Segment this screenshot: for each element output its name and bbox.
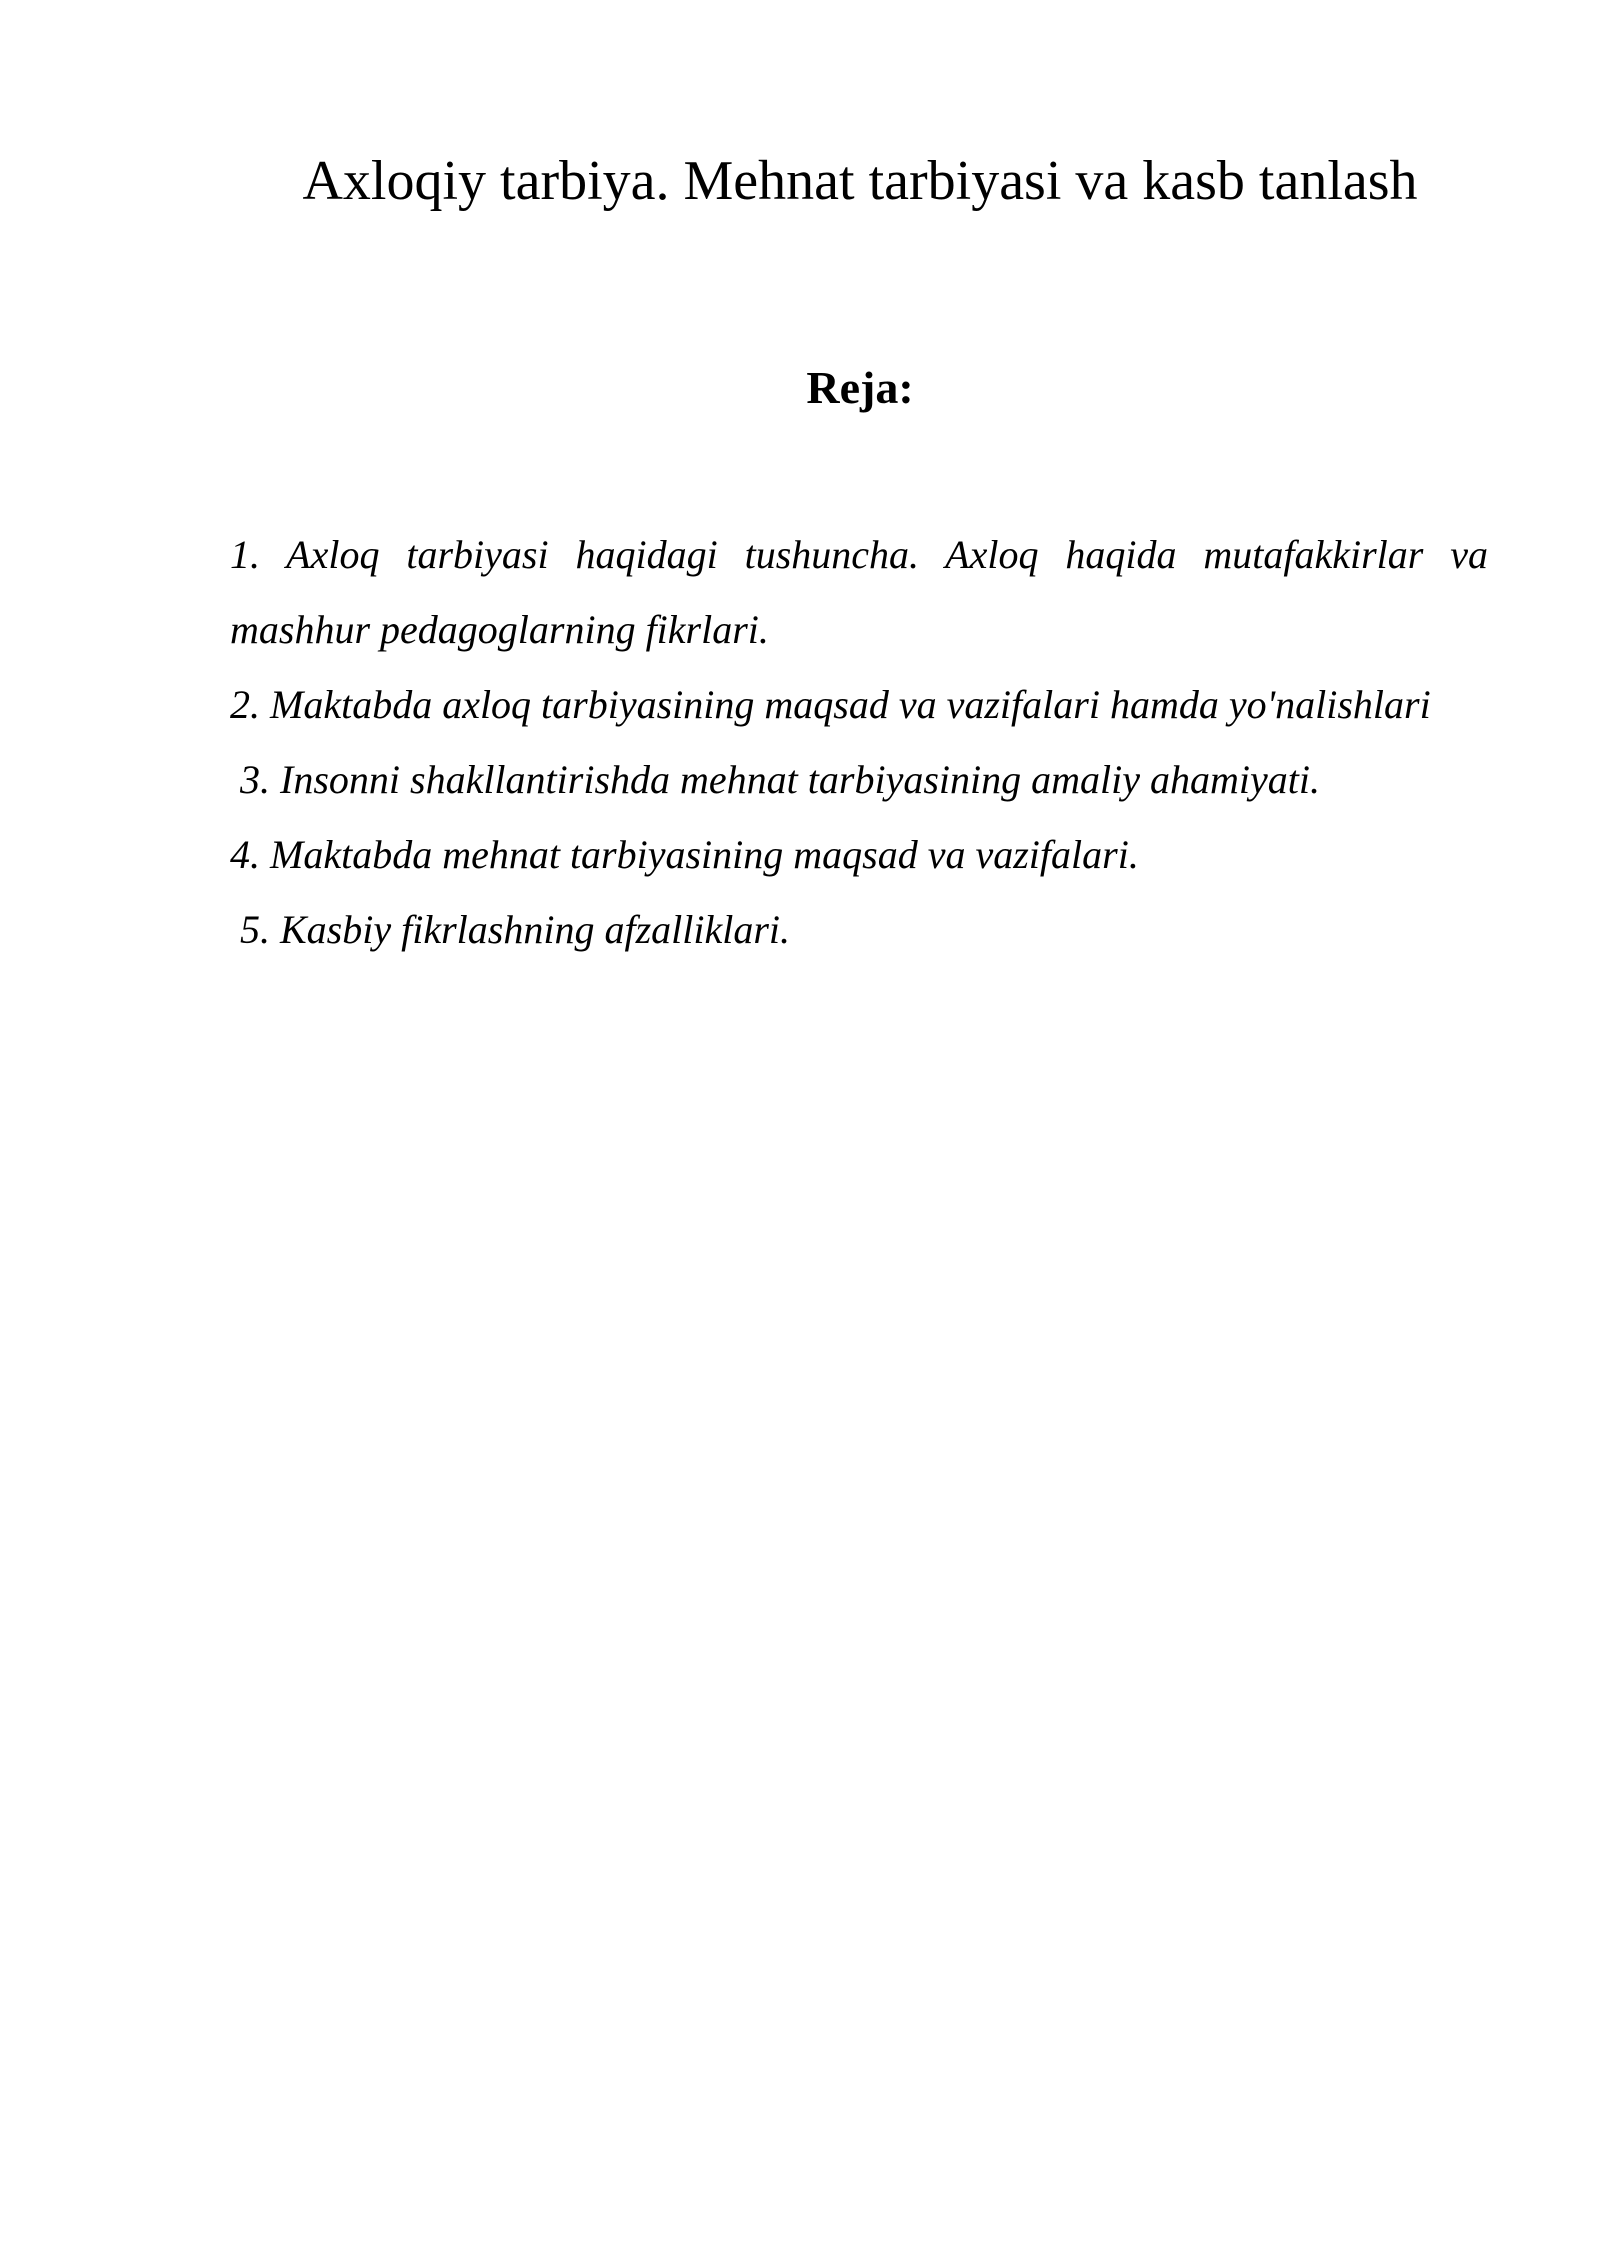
document-title: Axloqiy tarbiya. Mehnat tarbiyasi va kasb tanlash: [302, 150, 1418, 212]
plan-heading: Reja:: [806, 362, 914, 413]
plan-item-3: 3. Insonni shakllantirishda mehnat tarbiyasining amaliy ahamiyati.: [240, 757, 1320, 802]
plan-list: [230, 517, 1488, 967]
plan-item-2: 2. Maktabda axloq tarbiyasining maqsad va vazifalari hamda yo'nalishlari: [230, 682, 1431, 727]
plan-item-5: 5. Kasbiy fikrlashning afzalliklari.: [240, 907, 791, 952]
plan-item-1: 1. Axloq tarbiyasi haqidagi tushuncha. Axloq haqida mutafakkirlar va mashhur pedagoglarning fikrlari.: [230, 532, 1488, 652]
plan-item-4: 4. Maktabda mehnat tarbiyasining maqsad va vazifalari.: [230, 832, 1139, 877]
